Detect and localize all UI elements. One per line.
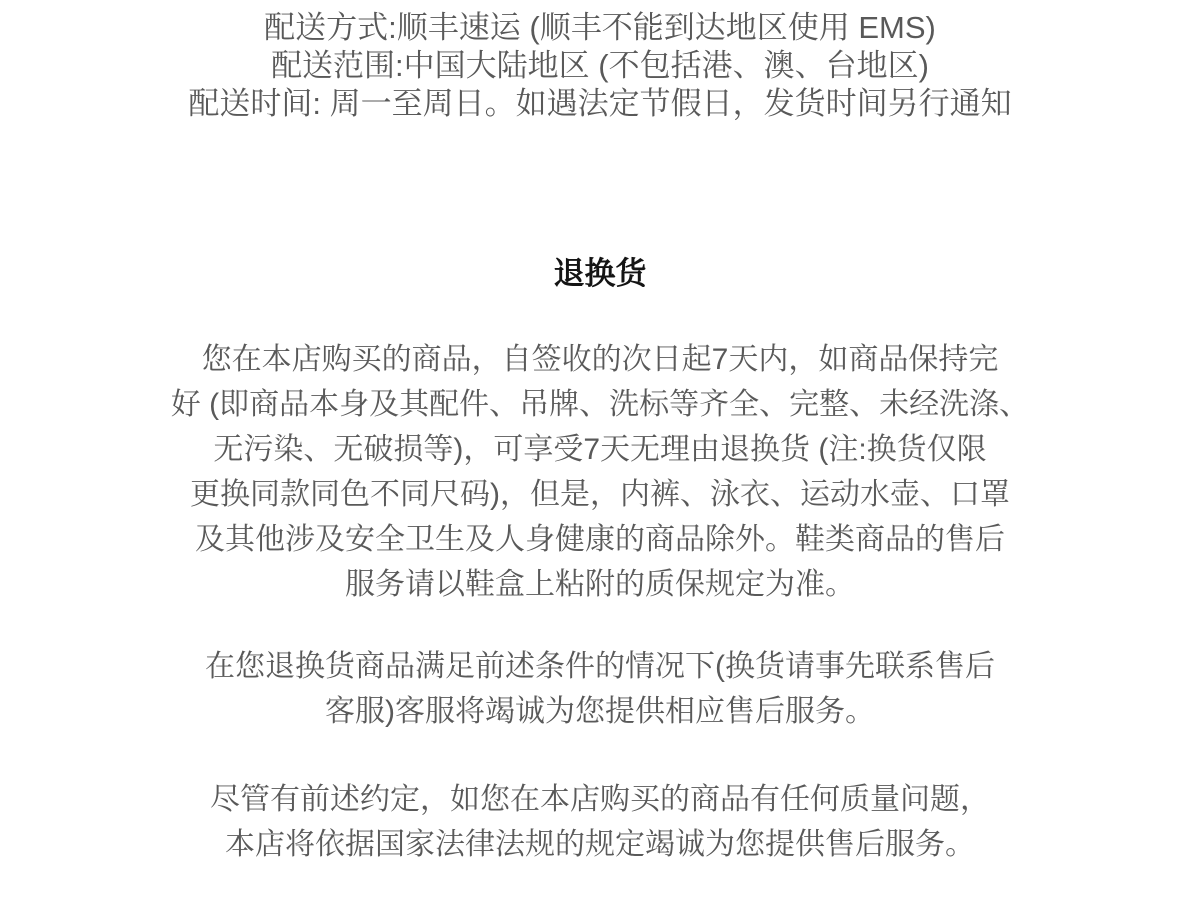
shipping-method-line: 配送方式:顺丰速运 (顺丰不能到达地区使用 EMS) bbox=[264, 10, 936, 45]
paragraph-line: 客服)客服将竭诚为您提供相应售后服务。 bbox=[325, 695, 875, 728]
shipping-info-section bbox=[0, 0, 1200, 123]
returns-paragraph-3 bbox=[150, 777, 1050, 867]
paragraph-line: 及其他涉及安全卫生及人身健康的商品除外。鞋类商品的售后 bbox=[195, 523, 1005, 556]
paragraph-line: 尽管有前述约定，如您在本店购买的商品有任何质量问题， bbox=[210, 783, 990, 816]
paragraph-line: 无污染、无破损等)，可享受7天无理由退换货 (注:换货仅限 bbox=[213, 433, 987, 466]
paragraph-line: 服务请以鞋盒上粘附的质保规定为准。 bbox=[345, 568, 855, 601]
returns-heading: 退换货 bbox=[553, 256, 647, 291]
paragraph-line: 您在本店购买的商品，自签收的次日起7天内，如商品保持完 bbox=[201, 343, 999, 376]
paragraph-line: 在您退换货商品满足前述条件的情况下(换货请事先联系售后 bbox=[205, 650, 995, 683]
paragraph-line: 本店将依据国家法律法规的规定竭诚为您提供售后服务。 bbox=[225, 828, 975, 861]
shipping-time-line: 配送时间: 周一至周日。如遇法定节假日，发货时间另行通知 bbox=[188, 86, 1012, 121]
returns-paragraph-1 bbox=[150, 337, 1050, 607]
shipping-range-line: 配送范围:中国大陆地区 (不包括港、澳、台地区) bbox=[271, 48, 929, 83]
paragraph-line: 好 (即商品本身及其配件、吊牌、洗标等齐全、完整、未经洗涤、 bbox=[170, 388, 1030, 421]
paragraph-line: 更换同款同色不同尺码)，但是，内裤、泳衣、运动水壶、口罩 bbox=[190, 478, 1010, 511]
returns-paragraph-2 bbox=[150, 644, 1050, 734]
